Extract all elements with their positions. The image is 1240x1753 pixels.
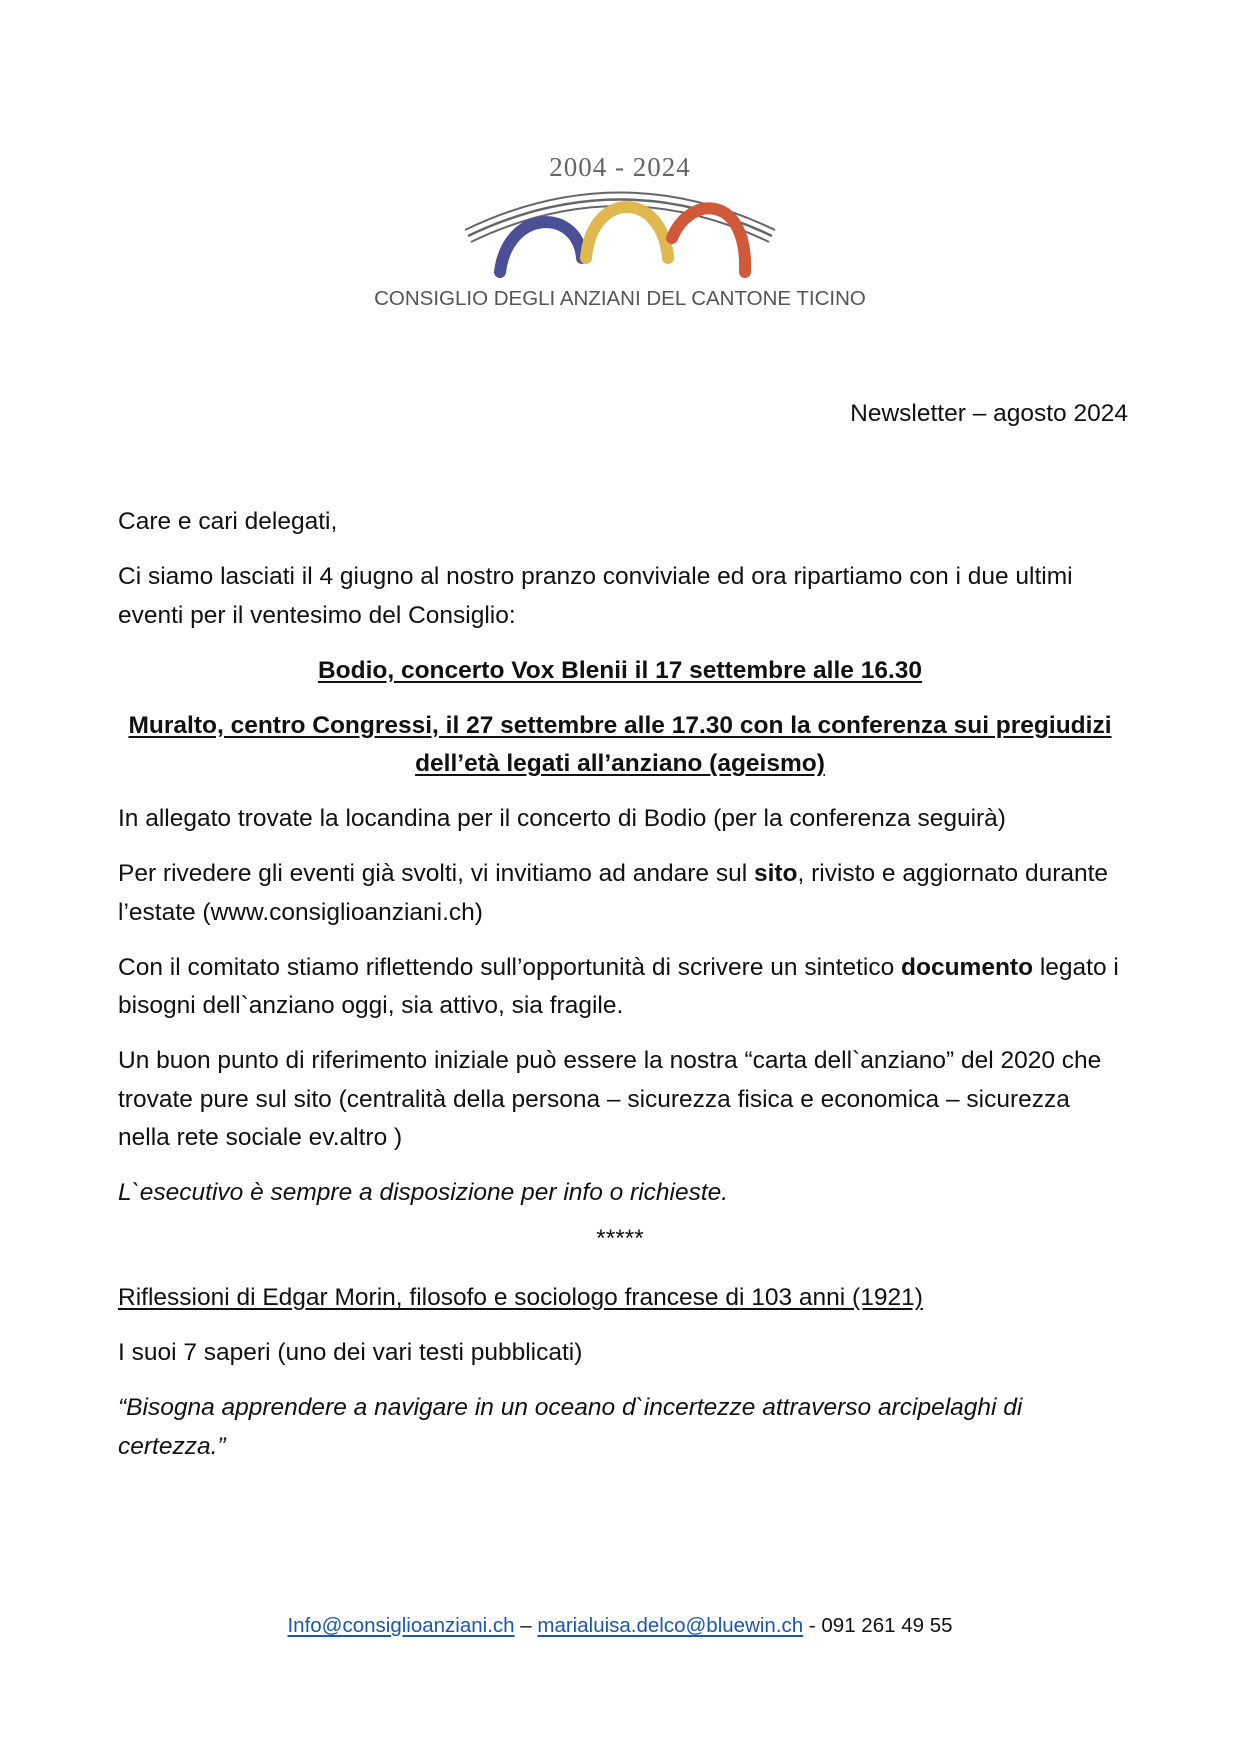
logo bbox=[360, 150, 880, 320]
event-2 bbox=[118, 707, 1122, 784]
morin-quote: “Bisogna apprendere a navigare in un oceano d`incertezze attraverso arcipelaghi di certezza.” bbox=[118, 1394, 1023, 1460]
site-paragraph bbox=[118, 855, 1122, 932]
email-delco-link[interactable]: marialuisa.delco@bluewin.ch bbox=[537, 1614, 804, 1637]
document-text-before: Con il comitato stiamo riflettendo sull’opportunità di scrivere un sintetico bbox=[118, 953, 902, 981]
greeting: Care e cari delegati, bbox=[118, 508, 338, 535]
document-text-after: legato i bisogni dell`anziano oggi, sia attivo, sia fragile. bbox=[118, 953, 1119, 1019]
site-text-before: Per rivedere gli eventi già svolti, vi invitiamo ad andare sul bbox=[118, 860, 754, 887]
footer-contacts bbox=[0, 1614, 1240, 1638]
carta-paragraph: Un buon punto di riferimento iniziale può essere la nostra “carta dell`anziano” del 2020 che trovate pure sul sito (centralità della persona – sicurezza fisica e economica – sicurezza nella rete sociale ev.altro ) bbox=[118, 1047, 1102, 1151]
executive-note: L`esecutivo è sempre a disposizione per info o richieste. bbox=[118, 1179, 729, 1206]
event-2-text: Muralto, centro Congressi, il 27 settembre alle 17.30 con la conferenza sui pregiudizi dell’età legati all’anziano (ageismo) bbox=[128, 711, 1112, 777]
email-info-link[interactable]: Info@consiglioanziani.ch bbox=[287, 1614, 515, 1637]
event-1-text: Bodio, concerto Vox Blenii il 17 settembre alle 16.30 bbox=[317, 656, 923, 684]
logo-years: 2004 - 2024 bbox=[549, 152, 691, 182]
event-1 bbox=[118, 652, 1122, 691]
footer-separator-1: – bbox=[514, 1614, 538, 1637]
attachment-paragraph: In allegato trovate la locandina per il concerto di Bodio (per la conferenza seguirà) bbox=[118, 805, 1006, 832]
letter-body bbox=[118, 503, 1122, 1483]
site-text-bold: sito bbox=[753, 860, 798, 887]
document-paragraph bbox=[118, 949, 1122, 1026]
document-text-bold: documento bbox=[901, 953, 1034, 981]
intro-paragraph: Ci siamo lasciati il 4 giugno al nostro pranzo conviviale ed ora ripartiamo con i due ultimi eventi per il ventesimo del Consiglio: bbox=[118, 563, 1073, 629]
footer-separator-2: - bbox=[803, 1614, 822, 1637]
morin-title: Riflessioni di Edgar Morin, filosofo e sociologo francese di 103 anni (1921) bbox=[118, 1284, 923, 1311]
site-text-after: , rivisto e aggiornato durante l’estate (www.consiglioanziani.ch) bbox=[118, 860, 1109, 926]
separator: ***** bbox=[596, 1225, 644, 1252]
phone-number: 091 261 49 55 bbox=[821, 1614, 953, 1637]
morin-title-line bbox=[118, 1279, 1122, 1318]
morin-subtitle: I suoi 7 saperi (uno dei vari testi pubblicati) bbox=[118, 1339, 583, 1366]
issue-date: Newsletter – agosto 2024 bbox=[850, 400, 1128, 427]
logo-organization: CONSIGLIO DEGLI ANZIANI DEL CANTONE TICINO bbox=[374, 287, 866, 310]
